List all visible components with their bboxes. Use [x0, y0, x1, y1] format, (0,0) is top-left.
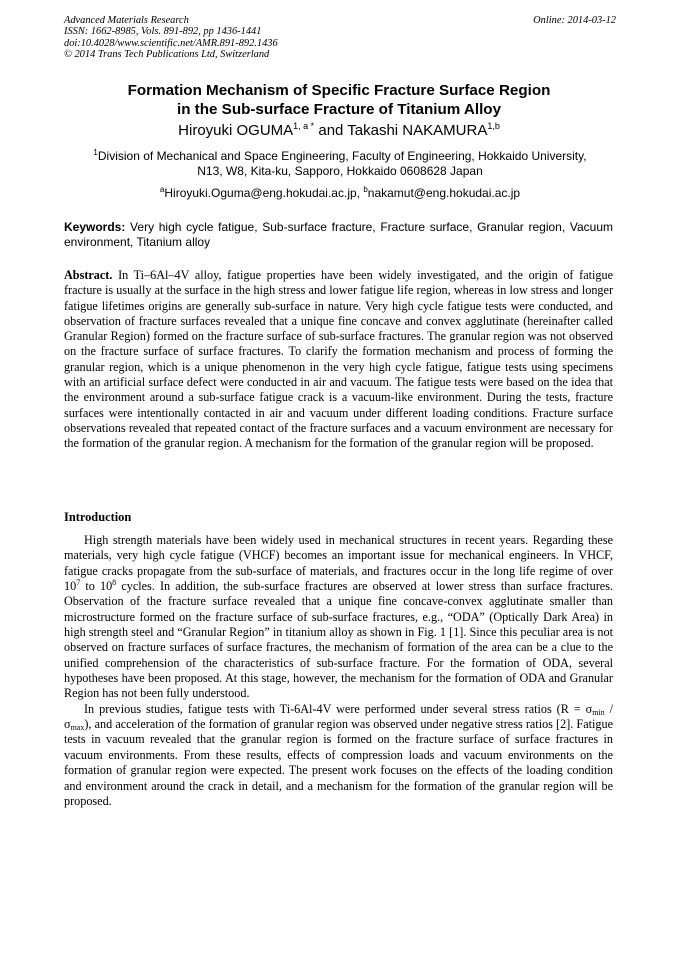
- publication-header: [64, 15, 616, 61]
- author-1-affiliation-mark: 1, a *: [293, 121, 315, 131]
- keywords-label: Keywords:: [64, 220, 126, 234]
- email-b: nakamut@eng.hokudai.ac.jp: [367, 186, 521, 200]
- author-conjunction: and: [314, 122, 348, 139]
- journal-name: Advanced Materials Research: [64, 15, 189, 26]
- intro-paragraph-1: High strength materials have been widely used in mechanical structures in recent years. Regarding these materials, very high cycle fatigue (VHCF) becomes an important issue for mechanical engineers. In VHCF, fatigue cracks propagate from the sub-surface of materials, and fractures occur in the long life regime of over $10^7$ to $10^8$ cycles. In addition, the sub-surface fractures are observed at lower stress than surface fractures. Observation of the fracture surface revealed that a unique fine concave-convex agglutinate smaller than microstructure formed on the fracture surface of sub-surface fractures, e.g., “ODA” (Optically Dark Area) in high strength steel and “Granular Region” in titanium alloy as shown in Fig. 1 [1]. Since this peculiar area is not observed on fracture surfaces of surface fractures, the mechanism of formation of the area can be a clue to the unified comprehension of the characteristics of sub-surface fracture. For the formation of ODA, several hypotheses have been proposed. At this stage, however, the mechanism for the formation of ODA and Granular Region has not been fully understood.: [64, 533, 613, 701]
- online-date: Online: 2014-03-12: [533, 15, 616, 26]
- doi-line: doi:10.4028/www.scientific.net/AMR.891-892.1436: [64, 37, 278, 49]
- author-2-affiliation-mark: 1,b: [487, 121, 500, 131]
- affiliation-line-1: Division of Mechanical and Space Engineering, Faculty of Engineering, Hokkaido University,: [97, 149, 587, 163]
- email-a-mark: a: [159, 185, 165, 194]
- title-line-1: Formation Mechanism of Specific Fracture Surface Region: [127, 82, 551, 99]
- keywords-text: Very high cycle fatigue, Sub-surface fracture, Fracture surface, Granular region, Vacuum environment, Titanium alloy: [64, 220, 613, 250]
- email-separator: ,: [356, 186, 364, 200]
- abstract-label: Abstract.: [64, 268, 113, 282]
- author-2: Takashi NAKAMURA: [347, 122, 488, 139]
- issn-line: ISSN: 1662-8985, Vols. 891-892, pp 1436-1441: [64, 26, 262, 38]
- affiliation: [64, 149, 616, 179]
- title-line-2: in the Sub-surface Fracture of Titanium Alloy: [176, 100, 502, 118]
- author-list: [40, 121, 638, 141]
- intro-paragraph-2: In previous studies, fatigue tests with Ti-6Al-4V were performed under several stress ratios $(R = \sigma_{min} / \sigma_{max})$, and acceleration of the formation of granular region was observed under negative stress ratios [2]. Fatigue tests in vacuum revealed that the granular region is formed on the fracture surface of surface fractures in vacuum environments. From these results, effects of compression loads and vacuum environments on the formation of granular region were expected. The present work focuses on the effects of the loading condition and environment around the crack in detail, and a mechanism for the formation of the granular region will be proposed.: [64, 701, 613, 808]
- introduction-body: [64, 533, 613, 809]
- author-1: Hiroyuki OGUMA: [178, 122, 294, 139]
- affiliation-line-2: N13, W8, Kita-ku, Sapporo, Hokkaido 0608628 Japan: [197, 164, 483, 178]
- affiliation-mark: 1: [93, 148, 98, 157]
- keywords: [64, 220, 613, 251]
- abstract: [64, 268, 613, 452]
- email-a: Hiroyuki.Oguma@eng.hokudai.ac.jp: [164, 186, 357, 200]
- paper-title: [40, 82, 638, 119]
- abstract-text: In Ti–6Al–4V alloy, fatigue properties have been widely investigated, and the origin of fatigue fracture is usually at the surface in the high stress and lower fatigue life region, whereas in low stress and longer fatigue lifetimes origins are generally sub-surface in nature. Very high cycle fatigue tests were conducted, and observation of fracture surfaces revealed that a unique fine concave and convex agglutinate (hereinafter called Granular Region) formed on the fracture surface of sub-surface fractures. The granular region was not observed on the fracture surface of surface fractures. To clarify the formation mechanism and process of forming the granular region, which is a unique phenomenon in the very high cycle fatigue, fatigue tests using specimens with an artificial surface defect were conducted in air and vacuum. The fatigue tests were based on the idea that the environment around a sub-surface fatigue crack is a vacuum-like environment. During the tests, fracture surfaces were intentionally contacted in air and vacuum under different loading conditions. Fracture surface observations revealed that repeated contact of the fracture surfaces and a vacuum environment are necessary for the formation of the granular region. A mechanism for the formation of the granular region will be proposed.: [64, 268, 613, 451]
- section-heading-introduction: Introduction: [64, 510, 132, 524]
- email-b-mark: b: [363, 185, 368, 194]
- copyright-line: © 2014 Trans Tech Publications Ltd, Switzerland: [64, 49, 270, 61]
- author-emails: [64, 186, 616, 201]
